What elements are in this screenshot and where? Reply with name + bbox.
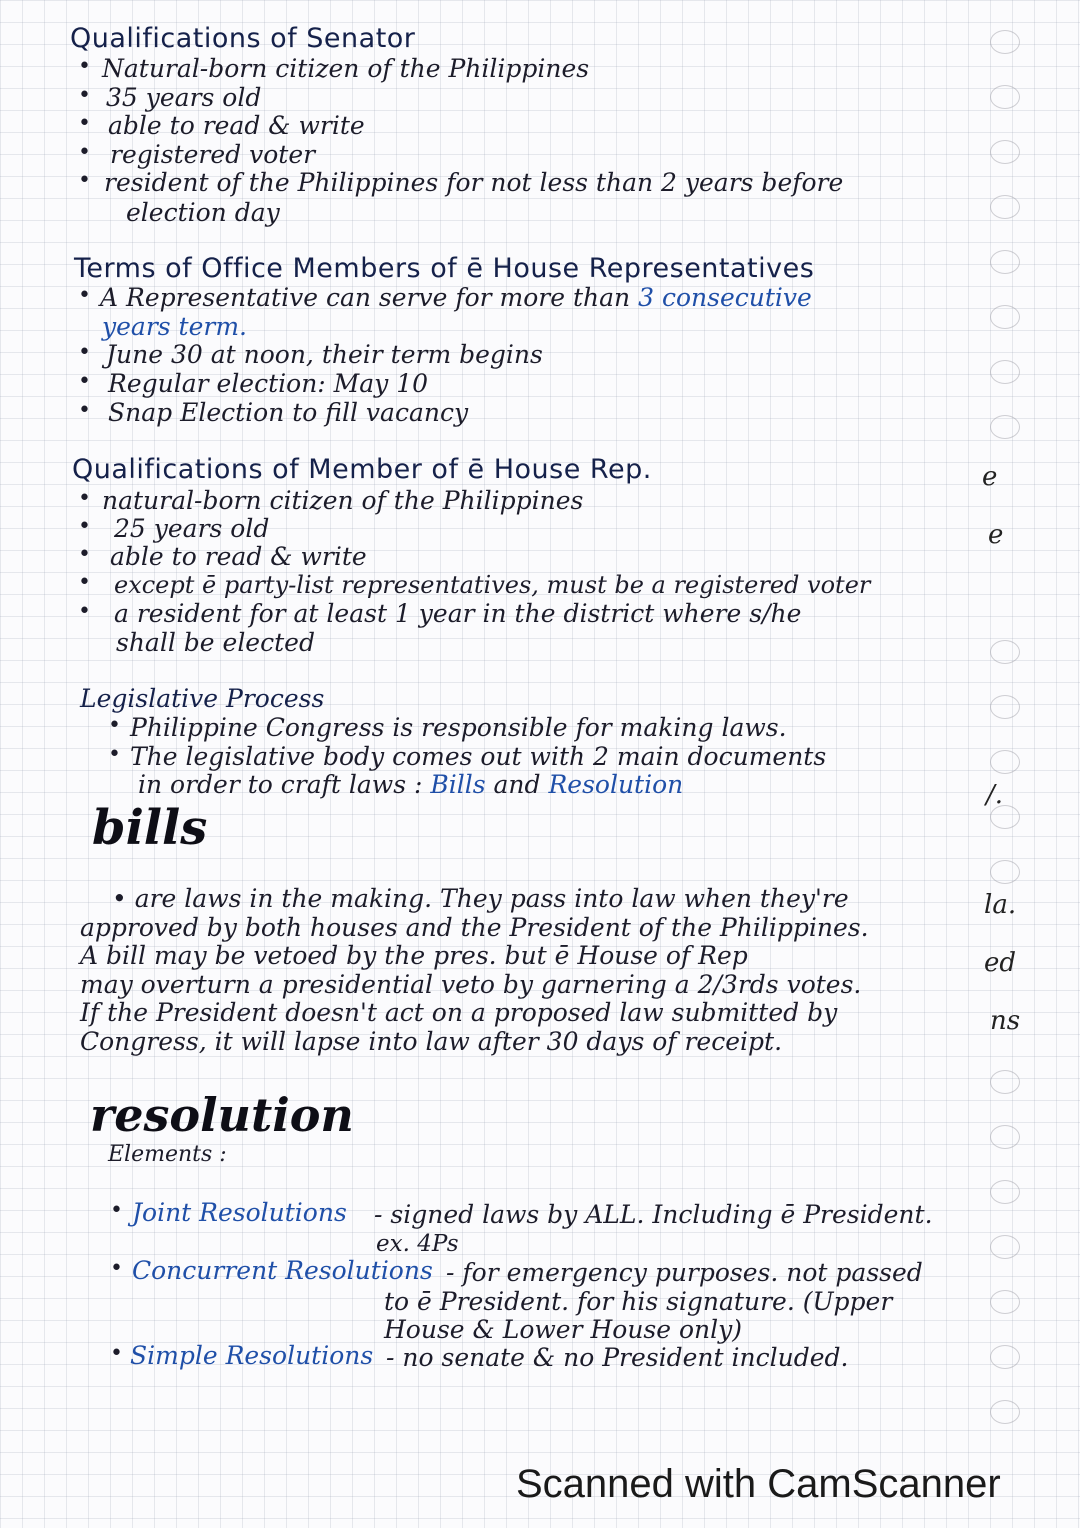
and-word: and	[485, 770, 549, 799]
bullet: •	[78, 398, 91, 423]
senator-item-6: election day	[126, 198, 280, 227]
concurrent-resolutions-text-3: House & Lower House only)	[384, 1315, 743, 1344]
resolution-link-word: Resolution	[548, 770, 684, 799]
bills-line-5: If the President doesn't act on a proposed law submitted by	[80, 998, 838, 1027]
bills-line-2: approved by both houses and the President of the Philippines.	[80, 913, 869, 942]
senator-item-1: Natural-born citizen of the Philippines	[102, 54, 590, 83]
bills-heading: bills	[92, 800, 208, 856]
bills-line-4: may overturn a presidential veto by garnering a 2/3rds votes.	[80, 970, 862, 999]
terms-item-4: Snap Election to fill vacancy	[108, 398, 469, 427]
senator-item-2: 35 years old	[106, 83, 262, 112]
joint-resolutions-label: Joint Resolutions	[132, 1198, 347, 1227]
joint-resolutions-example: ex. 4Ps	[376, 1231, 459, 1257]
terms-item-1-cont: years term.	[102, 312, 247, 341]
bills-link-word: Bills	[430, 770, 486, 799]
legislative-title: Legislative Process	[80, 684, 325, 713]
camscanner-watermark: Scanned with CamScanner	[516, 1462, 1001, 1506]
concurrent-resolutions-label: Concurrent Resolutions	[132, 1256, 433, 1285]
house-item-3: able to read & write	[110, 542, 367, 571]
bullet: •	[108, 742, 121, 767]
house-item-2: 25 years old	[114, 514, 270, 543]
terms-highlight: 3 consecutive	[638, 283, 812, 312]
terms-item-3: Regular election: May 10	[108, 369, 429, 398]
legislative-item-2: The legislative body comes out with 2 main documents	[130, 742, 827, 771]
concurrent-resolutions-text-1: - for emergency purposes. not passed	[446, 1258, 923, 1287]
senator-item-3: able to read & write	[108, 111, 365, 140]
bills-line-1: • are laws in the making. They pass into law when they're	[112, 884, 849, 913]
margin-fragment: ns	[990, 1006, 1021, 1036]
house-item-5-cont: shall be elected	[116, 628, 315, 657]
margin-fragment: ed	[984, 948, 1017, 978]
bullet: •	[110, 1256, 123, 1281]
bullet: •	[78, 168, 91, 193]
resolution-heading: resolution	[90, 1088, 354, 1142]
terms-item-1-text: A Representative can serve for more than	[100, 283, 639, 312]
bullet: •	[110, 1198, 123, 1223]
bullet: •	[78, 111, 91, 136]
senator-item-5: resident of the Philippines for not less than 2 years before	[104, 168, 844, 197]
bills-line-3: A bill may be vetoed by the pres. but ē House of Rep	[80, 941, 748, 970]
bullet: •	[78, 486, 91, 511]
terms-item-1	[100, 283, 812, 313]
legislative-item-3	[138, 770, 683, 800]
simple-resolutions-label: Simple Resolutions	[130, 1341, 374, 1370]
terms-title: Terms of Office Members of ē House Representatives	[74, 253, 815, 284]
margin-fragment: /.	[986, 780, 1004, 810]
bullet: •	[78, 83, 91, 108]
house-item-4: except ē party-list representatives, must be a registered voter	[114, 571, 871, 599]
bullet: •	[78, 283, 91, 308]
house-title: Qualifications of Member of ē House Rep.	[72, 454, 652, 485]
senator-title: Qualifications of Senator	[70, 23, 416, 54]
joint-resolutions-text: - signed laws by ALL. Including ē President.	[374, 1200, 933, 1229]
bullet: •	[78, 542, 91, 567]
bills-line-6: Congress, it will lapse into law after 30 days of receipt.	[80, 1027, 783, 1056]
legislative-item-1: Philippine Congress is responsible for making laws.	[130, 713, 787, 742]
terms-item-2: June 30 at noon, their term begins	[106, 340, 543, 369]
bullet: •	[78, 570, 91, 595]
concurrent-resolutions-text-2: to ē President. for his signature. (Upper	[384, 1287, 893, 1316]
bullet: •	[78, 369, 91, 394]
house-item-1: natural-born citizen of the Philippines	[102, 486, 584, 515]
margin-fragment: e	[988, 520, 1004, 550]
bullet: •	[78, 514, 91, 539]
bullet: •	[110, 1341, 123, 1366]
margin-fragment: la.	[984, 890, 1017, 920]
legislative-item-3-text: in order to craft laws :	[138, 770, 431, 799]
bullet: •	[78, 54, 91, 79]
bullet: •	[78, 340, 91, 365]
bullet: •	[78, 599, 91, 624]
simple-resolutions-text: - no senate & no President included.	[386, 1343, 849, 1372]
house-item-5: a resident for at least 1 year in the district where s/he	[114, 599, 802, 628]
bullet: •	[78, 140, 91, 165]
bullet: •	[108, 713, 121, 738]
senator-item-4: registered voter	[110, 140, 316, 169]
margin-fragment: e	[982, 462, 998, 492]
elements-label: Elements :	[108, 1142, 227, 1167]
